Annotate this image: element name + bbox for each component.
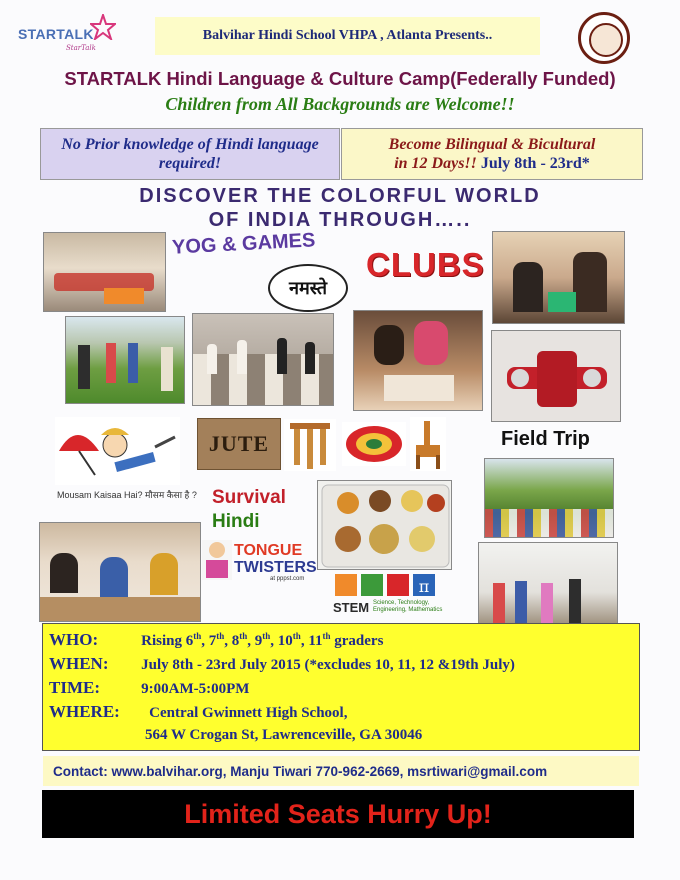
who-suffix-7: th bbox=[216, 631, 225, 641]
umbrella-boy-icon bbox=[55, 417, 180, 485]
discover-line1: DISCOVER THE COLORFUL WORLD bbox=[139, 185, 541, 207]
limited-seats-text: Limited Seats Hurry Up! bbox=[184, 798, 492, 829]
presents-banner bbox=[155, 17, 540, 55]
presents-text: Balvihar Hindi School VHPA , Atlanta Presents.. bbox=[202, 28, 493, 43]
rangoli-icon bbox=[342, 422, 406, 466]
plane-model-icon bbox=[492, 331, 621, 422]
limited-seats-banner bbox=[42, 790, 634, 838]
svg-text:π: π bbox=[418, 577, 430, 596]
vhpa-seal bbox=[578, 12, 630, 64]
no-prior-knowledge-callout bbox=[40, 128, 340, 180]
who-graders: graders bbox=[334, 633, 384, 649]
clubs-label: CLUBS bbox=[366, 246, 485, 283]
bilingual-dates: July 8th - 23rd* bbox=[480, 155, 590, 172]
yoga-photo bbox=[43, 232, 166, 312]
startalk-logo-text: STARTALK bbox=[18, 26, 94, 42]
event-details-box bbox=[42, 623, 640, 751]
mousam-caption: Mousam Kaisaa Hai? मौसम कैसा है ? bbox=[57, 490, 197, 500]
clubs-activity-photo bbox=[492, 231, 625, 324]
field-trip-label: Field Trip bbox=[501, 428, 590, 450]
vhpa-seal-center bbox=[589, 23, 623, 57]
time-value: 9:00AM-5:00PM bbox=[141, 681, 250, 697]
giraffe-craft bbox=[410, 417, 446, 471]
who-label: WHO: bbox=[49, 630, 99, 649]
wall-hanging-craft bbox=[284, 419, 336, 471]
bilingual-line1: Become Bilingual & Bicultural bbox=[388, 136, 596, 153]
rangoli-craft bbox=[342, 422, 406, 466]
survival-line2: Hindi bbox=[212, 511, 260, 532]
who-suffix: th bbox=[193, 631, 202, 641]
startalk-tagline: StarTalk bbox=[66, 44, 96, 52]
where-value-line1: Central Gwinnett High School, bbox=[149, 705, 348, 721]
field-games-photo bbox=[65, 316, 185, 404]
tongue-label: TONGUE bbox=[234, 542, 303, 559]
camp-title: STARTALK Hindi Language & Culture Camp(Federally Funded) bbox=[64, 68, 616, 89]
camp-subtitle: Children from All Backgrounds are Welcome!! bbox=[165, 94, 515, 114]
startalk-logo bbox=[18, 14, 118, 64]
weather-cartoon bbox=[55, 417, 180, 485]
who-suffix-10: th bbox=[292, 631, 301, 641]
jute-sign: JUTE bbox=[197, 418, 281, 470]
time-label: TIME: bbox=[49, 678, 100, 697]
robot-plane-photo bbox=[491, 330, 621, 422]
twisters-site: at pppst.com bbox=[270, 576, 305, 582]
twisters-label: TWISTERS bbox=[234, 559, 317, 576]
who-suffix-11: th bbox=[322, 631, 331, 641]
who-grade-9: 9 bbox=[254, 633, 263, 649]
who-grade-7: 7 bbox=[208, 633, 217, 649]
stem-icons bbox=[333, 572, 438, 598]
survival-line1: Survival bbox=[212, 487, 286, 508]
field-trip-photo bbox=[484, 458, 614, 538]
crafts-photo bbox=[353, 310, 483, 411]
star-icon bbox=[90, 14, 116, 40]
thali-icon bbox=[318, 481, 452, 570]
when-row bbox=[49, 654, 515, 674]
who-grade-first: Rising 6 bbox=[141, 633, 194, 649]
bilingual-text bbox=[389, 135, 596, 173]
wall-art-photo bbox=[478, 542, 618, 626]
hanging-decoration-icon bbox=[284, 419, 336, 471]
who-grade-11: 11 bbox=[308, 633, 323, 649]
where-value-line2: 564 W Crogan St, Lawrenceville, GA 30046 bbox=[145, 727, 423, 743]
who-suffix-8: th bbox=[239, 631, 248, 641]
when-value: July 8th - 23rd July 2015 (*excludes 10, 11, 12 &19th July) bbox=[141, 657, 515, 673]
who-value: Rising 6th, 7th, 8th, 9th, 10th, 11th graders bbox=[141, 631, 384, 649]
classroom-photo bbox=[39, 522, 201, 622]
who-suffix-9: th bbox=[262, 631, 271, 641]
where-label: WHERE: bbox=[49, 702, 120, 721]
who-grade-10: 10 bbox=[277, 633, 293, 649]
child-reading-icon bbox=[202, 540, 232, 580]
bilingual-callout bbox=[341, 128, 643, 180]
time-row bbox=[49, 678, 249, 698]
discover-line2: OF INDIA THROUGH….. bbox=[208, 209, 472, 231]
contact-bar bbox=[43, 756, 639, 786]
stem-logo bbox=[333, 572, 453, 620]
bilingual-days: in 12 Days!! bbox=[394, 155, 477, 172]
contact-text: Contact: www.balvihar.org, Manju Tiwari 770-962-2669, msrtiwari@gmail.com bbox=[53, 763, 548, 779]
yog-games-label: YOG & GAMES bbox=[171, 229, 316, 259]
indian-food-photo bbox=[317, 480, 452, 570]
where-row-2 bbox=[145, 724, 422, 744]
no-prior-knowledge-text: No Prior knowledge of Hindi language required! bbox=[61, 136, 319, 172]
namaste-badge: नमस्ते bbox=[268, 264, 348, 312]
when-label: WHEN: bbox=[49, 654, 109, 673]
chess-photo bbox=[192, 313, 334, 406]
tongue-twister-child bbox=[202, 540, 232, 580]
stem-subtitle: Science, Technology, Engineering, Mathematics bbox=[373, 600, 443, 613]
who-row bbox=[49, 630, 383, 650]
survival-hindi-label bbox=[212, 486, 286, 534]
where-row bbox=[49, 702, 347, 722]
who-grade-8: 8 bbox=[231, 633, 240, 649]
giraffe-icon bbox=[410, 417, 446, 471]
stem-word: STEM bbox=[333, 600, 370, 615]
discover-heading bbox=[40, 184, 640, 232]
